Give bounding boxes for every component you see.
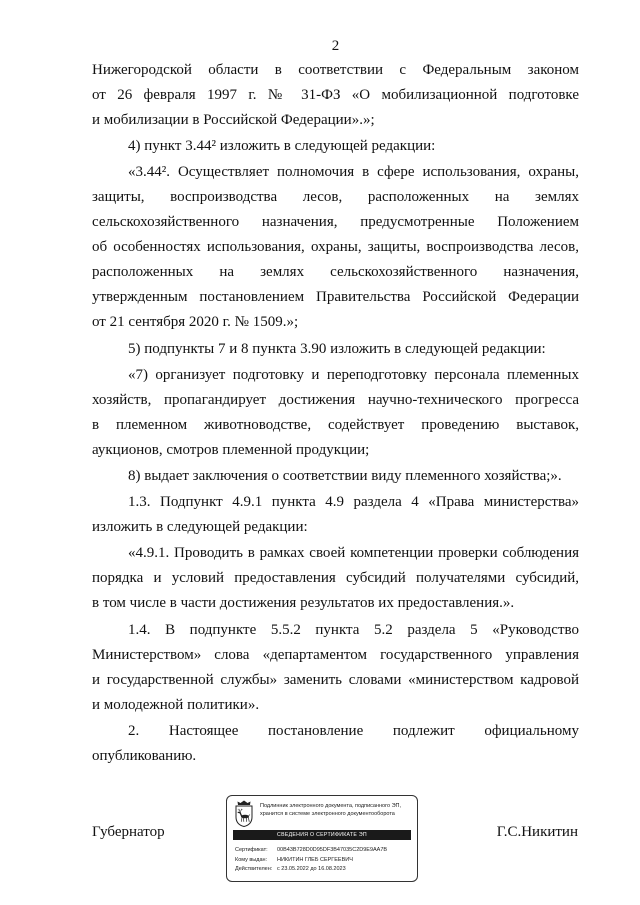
text-line: аукционов, смотров племенной продукции; [92, 441, 370, 458]
text-line: сельскохозяйственного назначения, предусмотренные Положением [92, 214, 579, 231]
text-line: расположенных на землях сельскохозяйственного назначения, [92, 264, 579, 281]
text-line: 4) пункт 3.44² изложить в следующей редакции: [128, 138, 436, 155]
certificate-validity-label: Действителен: [235, 866, 273, 872]
stamp-notice-line: Подлинник электронного документа, подписанного ЭП, [260, 803, 402, 809]
certificate-owner-value: НИКИТИН ГЛЕБ СЕРГЕЕВИЧ [277, 857, 353, 863]
paragraph-subitem-7 [92, 363, 579, 463]
text-line: Нижегородской области в соответствии с Федеральным законом [92, 62, 579, 78]
certificate-serial-value: 00B43B728D0D95DF3B47035C2D9E9AA7B [277, 847, 388, 853]
text-line: 2. Настоящее постановление подлежит официальному [128, 722, 579, 739]
text-line: от 26 февраля 1997 г. № 31-ФЗ «О мобилизационной подготовке [92, 87, 579, 103]
text-line: утвержденным постановлением Правительства Российской Федерации [92, 289, 579, 306]
document-body [92, 58, 579, 770]
certificate-validity [235, 865, 346, 873]
text-line: опубликованию. [92, 747, 197, 764]
text-line: в племенном животноводстве, содействует проведению выставок, [92, 416, 579, 433]
paragraph-subitem-8 [92, 464, 579, 489]
certificate-serial [235, 846, 387, 854]
text-line: Министерством» слова «департаментом государственного управления [92, 646, 579, 663]
text-line: 8) выдает заключения о соответствии виду племенного хозяйства;». [128, 467, 562, 484]
text-line: 1.4. В подпункте 5.5.2 пункта 5.2 раздела 5 «Руководство [128, 621, 579, 638]
paragraph-1-3 [92, 490, 579, 540]
signatory-name: Г.С.Никитин [496, 824, 578, 840]
text-line: изложить в следующей редакции: [92, 519, 308, 536]
paragraph-quote-3-44 [92, 160, 579, 335]
paragraph-1-4 [92, 618, 579, 718]
text-line: «7) организует подготовку и переподготовку персонала племенных [128, 366, 579, 383]
text-line: защиты, воспроизводства лесов, расположенных на землях [92, 189, 579, 206]
text-line: хозяйств, пропагандирует достижения научно-технического прогресса [92, 391, 579, 408]
certificate-serial-label: Сертификат: [235, 847, 268, 853]
text-line: «3.44². Осуществляет полномочия в сфере использования, охраны, [128, 164, 579, 181]
paragraph-continuation [92, 58, 579, 133]
stamp-notice-line: хранится в системе электронного документооборота [260, 811, 395, 817]
text-line: об особенностях использования, охраны, защиты, воспроизводства лесов, [92, 239, 579, 256]
paragraph-2 [92, 719, 579, 769]
text-line: и государственной службы» заменить словами «министерством кадровой [92, 671, 579, 688]
e-signature-stamp [226, 795, 418, 882]
text-line: и мобилизации в Российской Федерации».»; [92, 112, 375, 128]
text-line: 1.3. Подпункт 4.9.1 пункта 4.9 раздела 4 «Права министерства» [128, 494, 579, 511]
text-line: 5) подпункты 7 и 8 пункта 3.90 изложить в следующей редакции: [128, 340, 546, 357]
page-number: 2 [331, 38, 340, 54]
certificate-owner-label: Кому выдан: [235, 857, 268, 863]
stamp-header-bar: СВЕДЕНИЯ О СЕРТИФИКАТЕ ЭП [233, 830, 411, 840]
certificate-owner [235, 856, 353, 864]
paragraph-item-4 [92, 134, 579, 159]
text-line: в том числе в части достижения результатов их предоставления.». [92, 595, 515, 612]
text-line: «4.9.1. Проводить в рамках своей компетенции проверки соблюдения [128, 545, 579, 562]
certificate-validity-value: с 23.05.2022 до 16.08.2023 [277, 866, 346, 872]
signatory-position: Губернатор [92, 824, 165, 840]
paragraph-quote-4-9-1 [92, 541, 579, 616]
text-line: порядка и условий предоставления субсидий получателями субсидий, [92, 570, 579, 587]
coat-of-arms-icon [234, 800, 254, 827]
text-line: и молодежной политики». [92, 696, 260, 713]
text-line: от 21 сентября 2020 г. № 1509.»; [92, 314, 299, 331]
paragraph-item-5 [92, 337, 579, 362]
